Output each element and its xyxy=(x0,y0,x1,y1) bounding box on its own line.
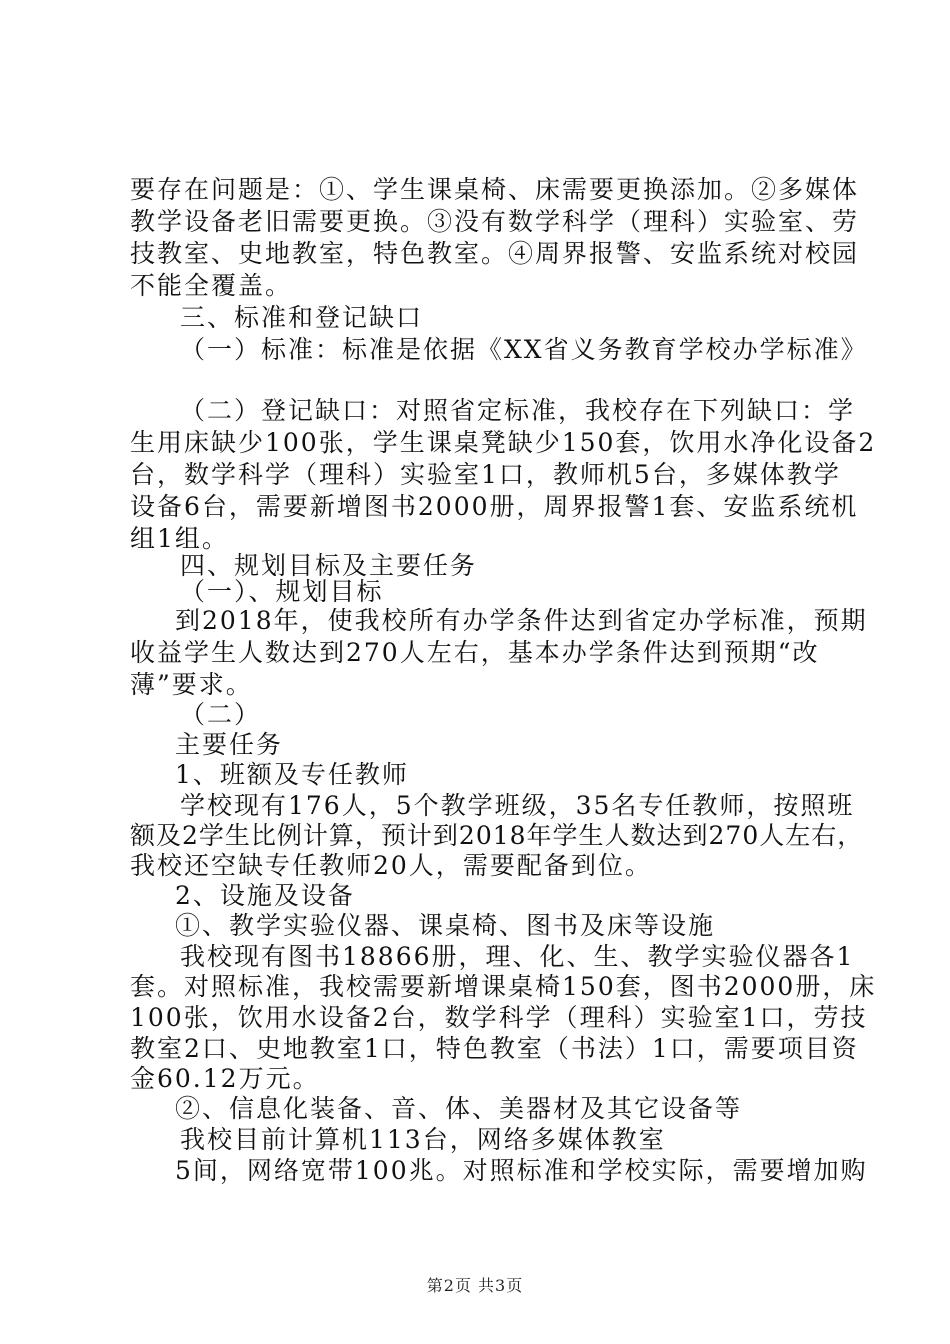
text-line: 台，数学科学（理科）实验室1口，教师机5台，多媒体教学 xyxy=(130,460,841,489)
text-line: 不能全覆盖。 xyxy=(130,271,293,300)
text-line: 学校现有176人，5个教学班级，35名专任教师，按照班 xyxy=(180,791,855,820)
text-line: 生用床缺少100张，学生课桌凳缺少150套，饮用水净化设备2 xyxy=(130,428,877,457)
item-heading: ①、教学实验仪器、课桌椅、图书及床等设施 xyxy=(175,911,716,940)
text-line: 教学设备老旧需要更换。③没有数学科学（理科）实验室、劳 xyxy=(130,207,860,236)
subsection-heading: （一）、规划目标 xyxy=(180,577,384,606)
text-line: 套。对照标准，我校需要新增课桌椅150套，图书2000册，床 xyxy=(130,972,877,1001)
text-line: 我校还空缺专任教师20人，需要配备到位。 xyxy=(130,851,652,880)
item-heading: ②、信息化装备、音、体、美器材及其它设备等 xyxy=(175,1094,743,1123)
text-line: 组1组。 xyxy=(130,524,229,553)
text-line: 到2018年，使我校所有办学条件达到省定办学标准，预期 xyxy=(175,606,868,635)
text-line: 100张，饮用水设备2台，数学科学（理科）实验室1口，劳技 xyxy=(130,1003,868,1032)
text-line: 设备6台，需要新增图书2000册，周界报警1套、安监系统机 xyxy=(130,492,859,521)
page-footer: 第2页 共3页 xyxy=(426,1276,524,1295)
subsection-heading: （二） xyxy=(180,700,262,729)
text-line: 我校现有图书18866册，理、化、生、教学实验仪器各1 xyxy=(180,942,855,971)
item-heading: 1、班额及专任教师 xyxy=(175,760,409,789)
text-line: 额及2学生比例计算，预计到2018年学生人数达到270人左右， xyxy=(130,821,864,850)
text-line: 金60.12万元。 xyxy=(130,1064,320,1093)
text-line: 5间，网络宽带100兆。对照标准和学校实际，需要增加购 xyxy=(175,1156,868,1185)
text-line: （二）登记缺口：对照省定标准，我校存在下列缺口：学 xyxy=(180,396,856,425)
text-line: （一）标准：标准是依据《XX省义务教育学校办学标准》 xyxy=(180,335,868,364)
text-line: 要存在问题是：①、学生课桌椅、床需要更换添加。②多媒体 xyxy=(130,175,860,204)
section-heading: 三、标准和登记缺口 xyxy=(180,303,424,332)
text-line: 薄”要求。 xyxy=(130,670,253,699)
text-line: 技教室、史地教室，特色教室。④周界报警、安监系统对校园 xyxy=(130,239,860,268)
subsection-heading: 主要任务 xyxy=(175,730,284,759)
section-heading: 四、规划目标及主要任务 xyxy=(180,551,478,580)
text-line: 收益学生人数达到270人左右，基本办学条件达到预期“改 xyxy=(130,638,820,667)
text-line: 我校目前计算机113台，网络多媒体教室 xyxy=(180,1125,666,1154)
text-line: 教室2口、史地教室1口，特色教室（书法）1口，需要项目资 xyxy=(130,1034,859,1063)
item-heading: 2、设施及设备 xyxy=(175,881,355,910)
